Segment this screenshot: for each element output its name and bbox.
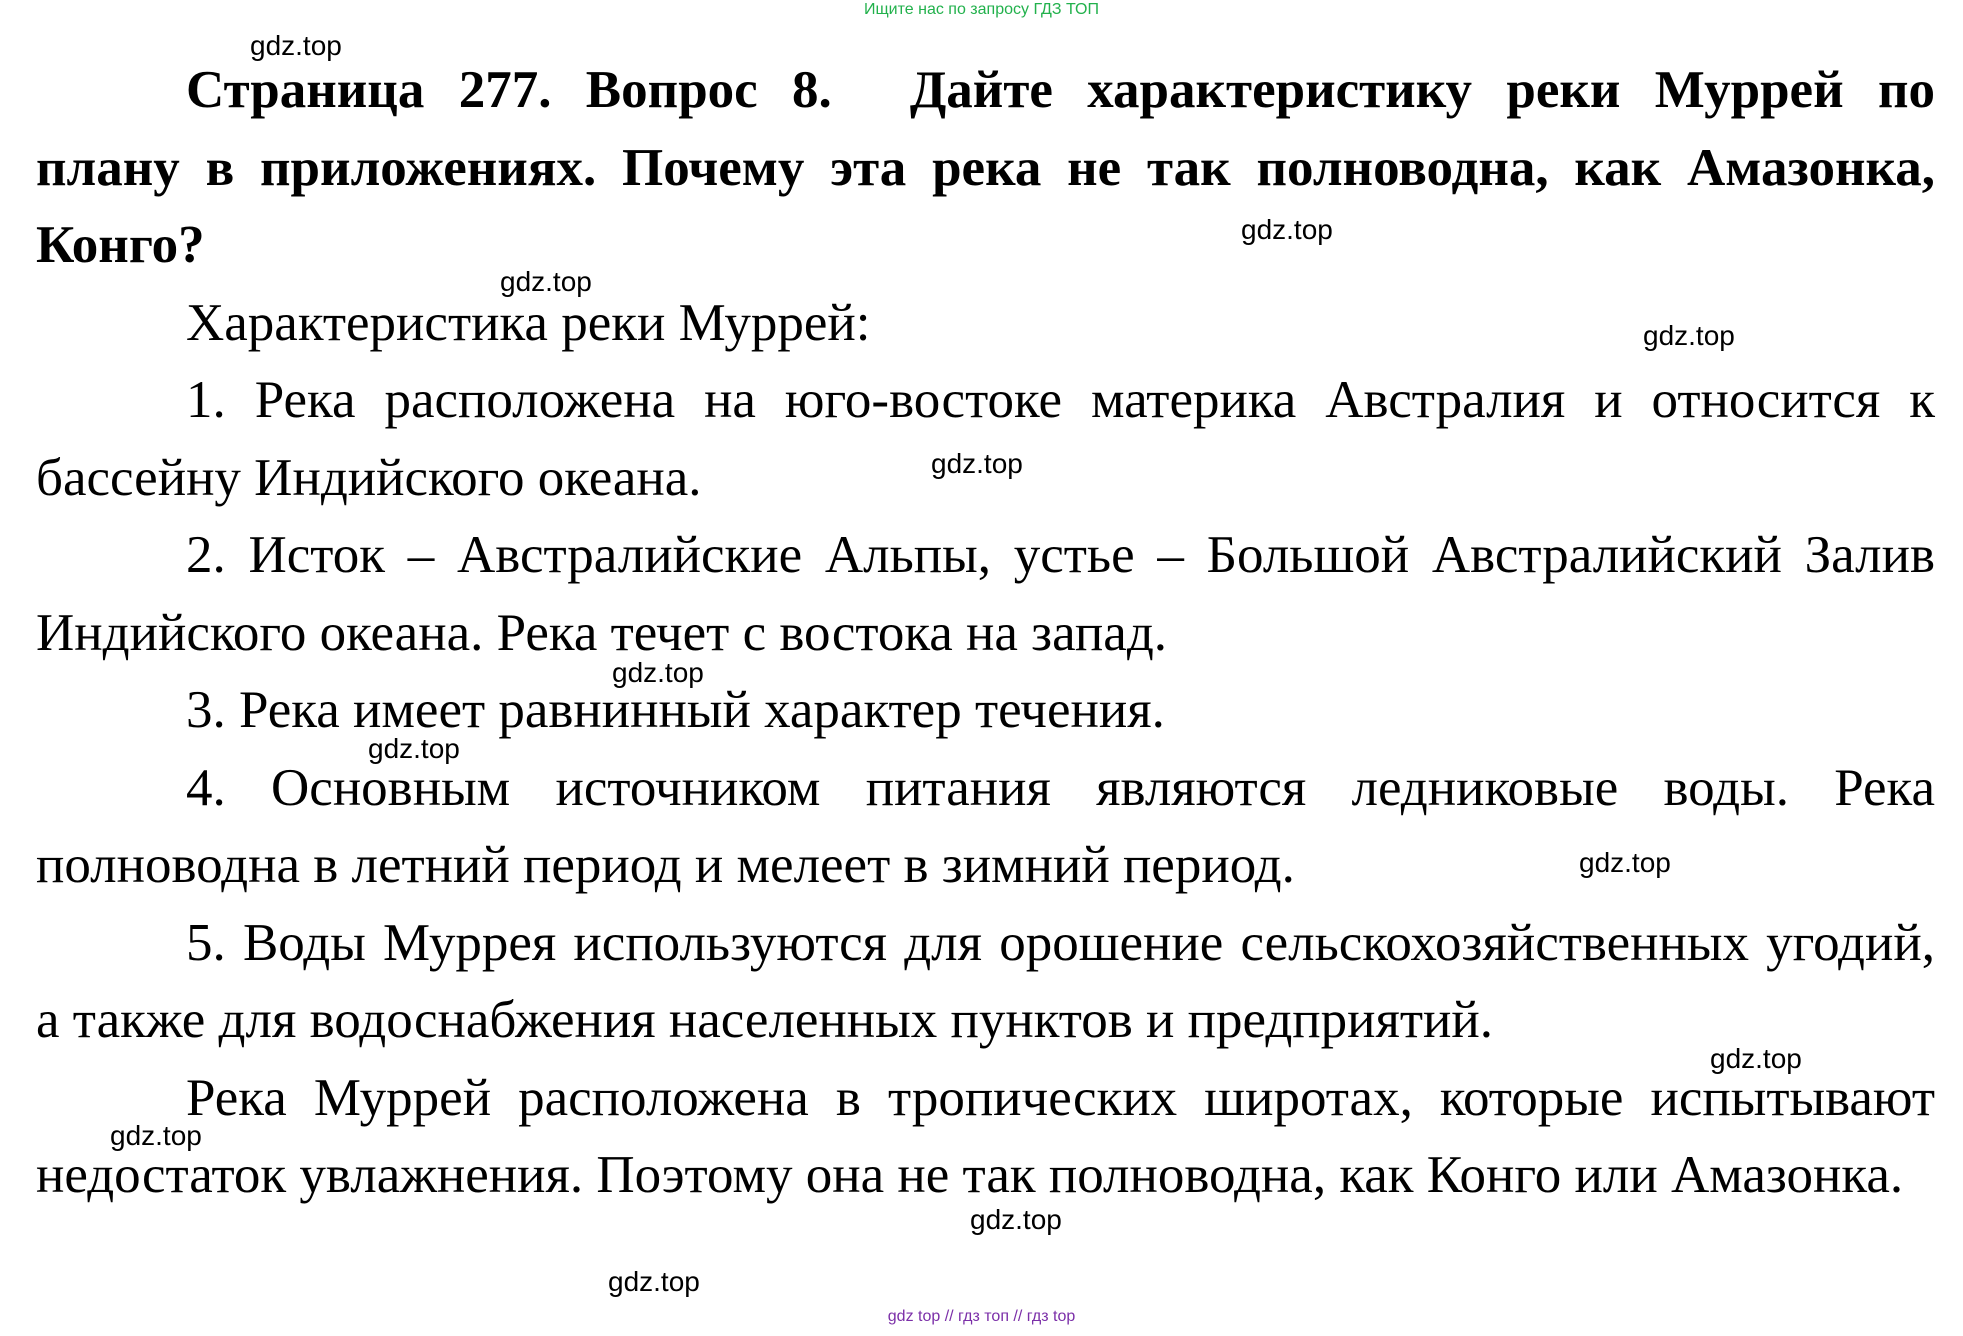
watermark: gdz.top [250,30,342,61]
watermark: gdz.top [1241,214,1333,245]
answer-point-2: 2. Исток – Австралийские Альпы, устье – Большой Австралийский Залив Индийского океана. Река течет с востока на запад. [36,526,1935,662]
answer-point-4: 4. Основным источником питания являются ледниковые воды. Река полноводна в летний период и мелеет в зимний период. [36,758,1935,894]
answer-point-3: 3. Река имеет равнинный характер течения. [186,681,1165,739]
watermark: gdz.top [970,1204,1062,1235]
answer-conclusion: Река Муррей расположена в тропических широтах, которые испытывают недостаток увлажнения. Поэтому она не так полноводна, как Конго или Амазонка. [36,1068,1935,1204]
question-paragraph [36,52,1935,285]
question-text: Дайте характеристику реки Муррей по плану в приложениях. Почему эта река не так полноводна, как Амазонка, Конго? [36,61,1936,274]
answer-intro: Характеристика реки Муррей: [186,293,871,352]
question-number: Страница 277. Вопрос 8. [186,61,832,119]
watermark: gdz.top [1579,847,1671,878]
watermark: gdz.top [1710,1043,1802,1074]
watermark: gdz.top [368,733,460,764]
watermark: gdz.top [110,1120,202,1151]
watermark: gdz.top [931,448,1023,479]
watermark: gdz.top [612,657,704,688]
answer-point-5: 5. Воды Муррея используются для орошение сельскохозяйственных угодий, а также для водоснабжения населенных пунктов и предприятий. [36,913,1935,1049]
footer-links[interactable]: gdz top // гдз топ // гдз top [887,1308,1076,1325]
document-body [36,52,1935,1215]
top-banner[interactable]: Ищите нас по запросу ГДЗ ТОП [864,1,1099,18]
watermark: gdz.top [608,1266,700,1297]
watermark: gdz.top [1643,320,1735,351]
watermark: gdz.top [500,266,592,297]
answer-point-1: 1. Река расположена на юго-востоке материка Австралия и относится к бассейну Индийского океана. [36,371,1935,507]
